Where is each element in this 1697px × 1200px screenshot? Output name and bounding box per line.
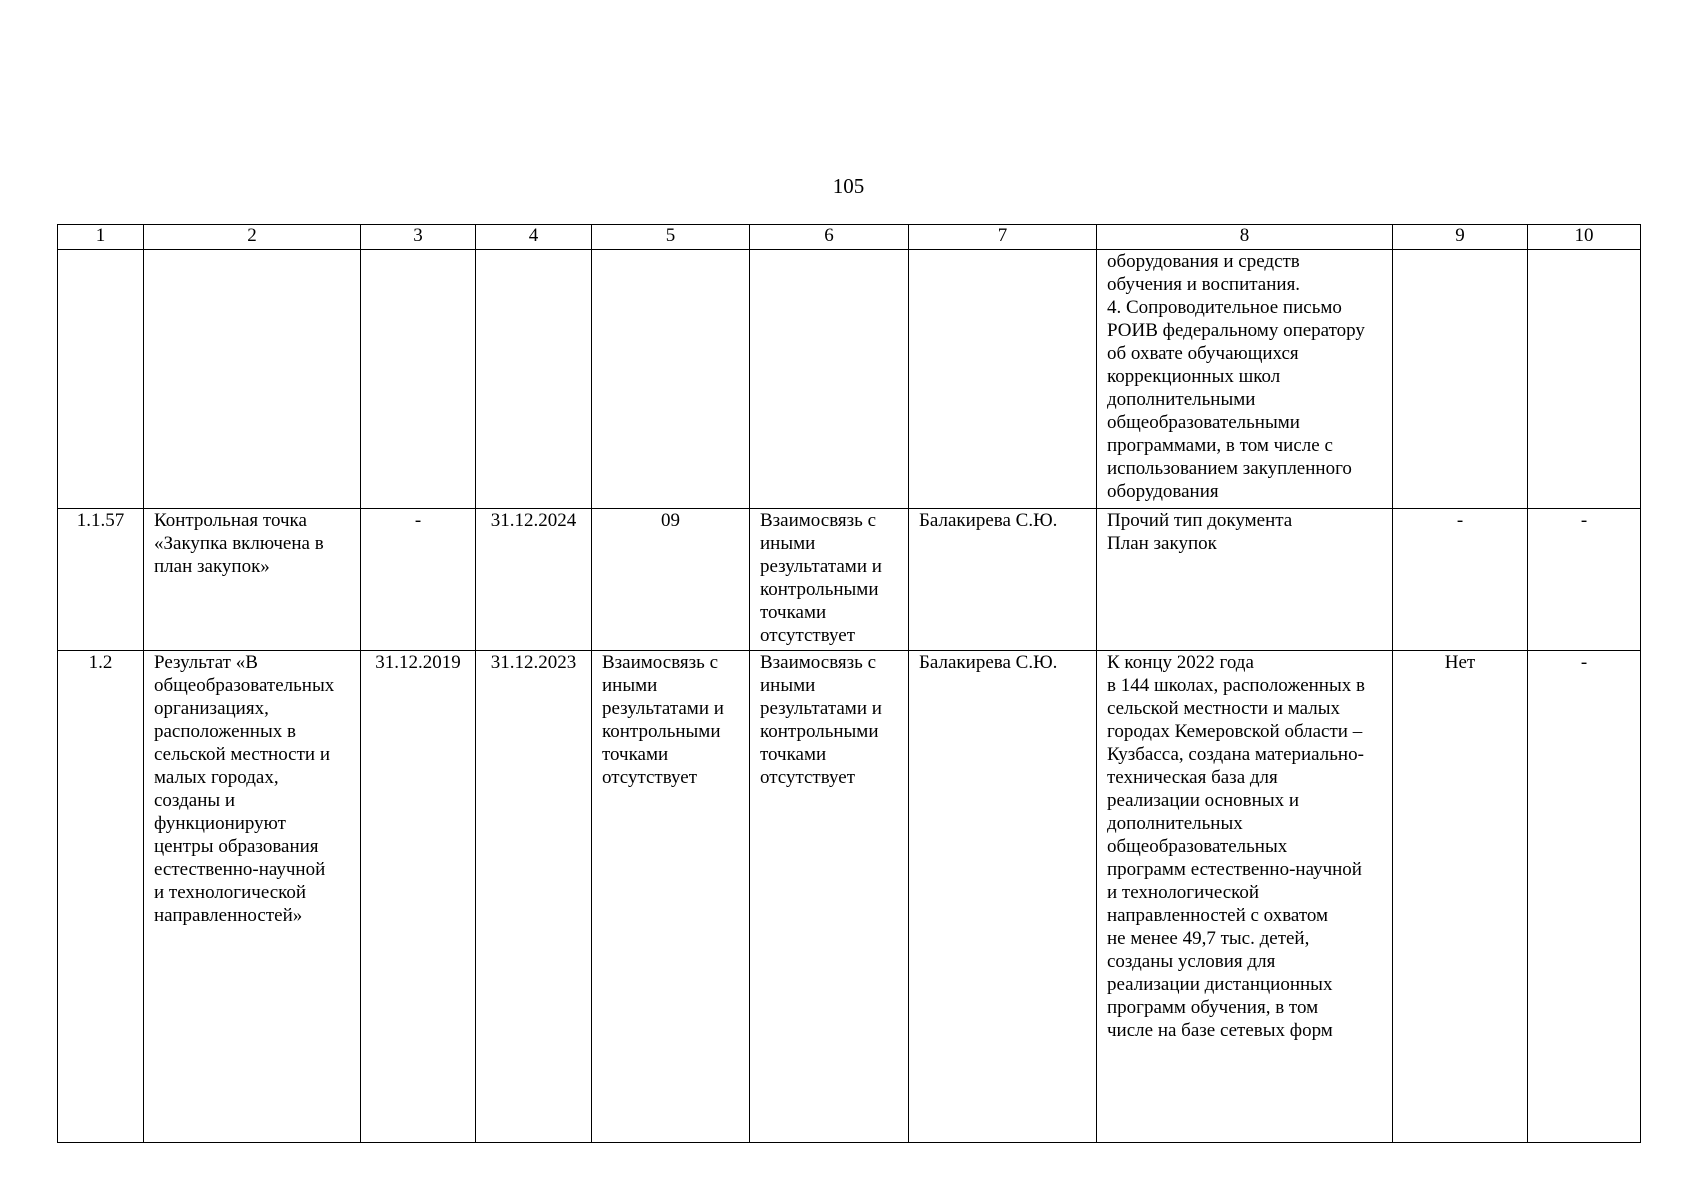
- cell-line: «Закупка включена в: [154, 533, 324, 554]
- row-number-cell: [58, 250, 144, 509]
- cell-line: результатами и: [602, 698, 724, 719]
- name-cell: [144, 250, 361, 509]
- cell-line: и технологической: [154, 882, 307, 903]
- cell-line: не менее 49,7 тыс. детей,: [1107, 928, 1310, 949]
- cell-line: Взаимосвязь с: [760, 652, 877, 673]
- cell-line: План закупок: [1107, 533, 1217, 554]
- cell-line: Результат «В: [154, 652, 258, 673]
- cell-line: техническая база для: [1107, 767, 1278, 788]
- column-10-cell: [1528, 250, 1641, 509]
- cell-line: направленностей»: [154, 905, 303, 926]
- cell-line: общеобразовательных: [1107, 836, 1288, 857]
- cell-line: использованием закупленного: [1107, 458, 1352, 479]
- cell-line: оборудования и средств: [1107, 251, 1300, 272]
- cell-line: точками: [760, 602, 827, 623]
- start-date-cell: 31.12.2019: [361, 651, 476, 1143]
- cell-line: точками: [602, 744, 669, 765]
- cell-line: Прочий тип документа: [1107, 510, 1293, 531]
- column-number: 5: [592, 225, 750, 250]
- cell-line: отсутствует: [760, 767, 856, 788]
- cell-line: расположенных в: [154, 721, 296, 742]
- column-10-cell: -: [1528, 509, 1641, 651]
- predecessors-cell: [592, 509, 750, 651]
- end-date-cell: 31.12.2024: [476, 509, 592, 651]
- cell-line: функционируют: [154, 813, 286, 834]
- table-row-1-1-57: [58, 509, 1641, 651]
- cell-line: результатами и: [760, 698, 882, 719]
- cell-line: сельской местности и малых: [1107, 698, 1340, 719]
- column-number-row: [58, 225, 1641, 250]
- cell-line: в 144 школах, расположенных в: [1107, 675, 1365, 696]
- column-number: 9: [1393, 225, 1528, 250]
- cell-line: оборудования: [1107, 481, 1219, 502]
- cell-line: Контрольная точка: [154, 510, 307, 531]
- cell-line: дополнительными: [1107, 389, 1256, 410]
- successors-cell: [750, 651, 909, 1143]
- document-cell: [1097, 509, 1393, 651]
- cell-line: 4. Сопроводительное письмо: [1107, 297, 1342, 318]
- column-number: 4: [476, 225, 592, 250]
- cell-line: отсутствует: [602, 767, 698, 788]
- column-number: 1: [58, 225, 144, 250]
- responsible-cell: Балакирева С.Ю.: [909, 509, 1097, 651]
- column-number: 6: [750, 225, 909, 250]
- cell-line: центры образования: [154, 836, 319, 857]
- column-9-cell: Нет: [1393, 651, 1528, 1143]
- start-date-cell: [361, 250, 476, 509]
- responsible-cell: Балакирева С.Ю.: [909, 651, 1097, 1143]
- cell-line: обучения и воспитания.: [1107, 274, 1301, 295]
- cell-line: реализации дистанционных: [1107, 974, 1333, 995]
- cell-line: созданы условия для: [1107, 951, 1276, 972]
- cell-line: коррекционных школ: [1107, 366, 1281, 387]
- cell-line: малых городах,: [154, 767, 279, 788]
- table-row-1-2: [58, 651, 1641, 1143]
- cell-line: 09: [661, 510, 680, 531]
- cell-line: дополнительных: [1107, 813, 1243, 834]
- cell-line: направленностей с охватом: [1107, 905, 1329, 926]
- cell-line: реализации основных и: [1107, 790, 1300, 811]
- cell-line: городах Кемеровской области –: [1107, 721, 1363, 742]
- predecessors-cell: [592, 250, 750, 509]
- plan-table: [57, 224, 1641, 1143]
- end-date-cell: 31.12.2023: [476, 651, 592, 1143]
- name-cell: [144, 509, 361, 651]
- cell-line: общеобразовательных: [154, 675, 335, 696]
- cell-line: результатами и: [760, 556, 882, 577]
- column-number: 10: [1528, 225, 1641, 250]
- column-10-cell: -: [1528, 651, 1641, 1143]
- cell-line: естественно-научной: [154, 859, 326, 880]
- cell-line: общеобразовательными: [1107, 412, 1300, 433]
- column-9-cell: [1393, 250, 1528, 509]
- column-9-cell: -: [1393, 509, 1528, 651]
- cell-line: программ естественно-научной: [1107, 859, 1362, 880]
- document-cell: [1097, 250, 1393, 509]
- row-number-cell: 1.1.57: [58, 509, 144, 651]
- cell-line: сельской местности и: [154, 744, 330, 765]
- cell-line: Кузбасса, создана материально-: [1107, 744, 1364, 765]
- cell-line: Взаимосвязь с: [760, 510, 877, 531]
- cell-line: числе на базе сетевых форм: [1107, 1020, 1333, 1041]
- document-cell: [1097, 651, 1393, 1143]
- cell-line: об охвате обучающихся: [1107, 343, 1299, 364]
- table-row-continuation: [58, 250, 1641, 509]
- cell-line: иными: [760, 533, 816, 554]
- end-date-cell: [476, 250, 592, 509]
- cell-line: точками: [760, 744, 827, 765]
- row-number-cell: 1.2: [58, 651, 144, 1143]
- column-number: 2: [144, 225, 361, 250]
- cell-line: организациях,: [154, 698, 269, 719]
- page-number: 105: [832, 174, 865, 198]
- responsible-cell: [909, 250, 1097, 509]
- cell-line: РОИВ федеральному оператору: [1107, 320, 1365, 341]
- name-cell: [144, 651, 361, 1143]
- cell-line: Взаимосвязь с: [602, 652, 719, 673]
- column-number: 3: [361, 225, 476, 250]
- cell-line: иными: [760, 675, 816, 696]
- cell-line: контрольными: [760, 721, 879, 742]
- successors-cell: [750, 250, 909, 509]
- cell-line: программ обучения, в том: [1107, 997, 1319, 1018]
- cell-line: план закупок»: [154, 556, 270, 577]
- cell-line: и технологической: [1107, 882, 1260, 903]
- predecessors-cell: [592, 651, 750, 1143]
- cell-line: программами, в том числе с: [1107, 435, 1333, 456]
- cell-line: контрольными: [602, 721, 721, 742]
- successors-cell: [750, 509, 909, 651]
- column-number: 8: [1097, 225, 1393, 250]
- cell-line: иными: [602, 675, 658, 696]
- start-date-cell: -: [361, 509, 476, 651]
- cell-line: контрольными: [760, 579, 879, 600]
- cell-line: К концу 2022 года: [1107, 652, 1254, 673]
- column-number: 7: [909, 225, 1097, 250]
- cell-line: отсутствует: [760, 625, 856, 646]
- cell-line: созданы и: [154, 790, 236, 811]
